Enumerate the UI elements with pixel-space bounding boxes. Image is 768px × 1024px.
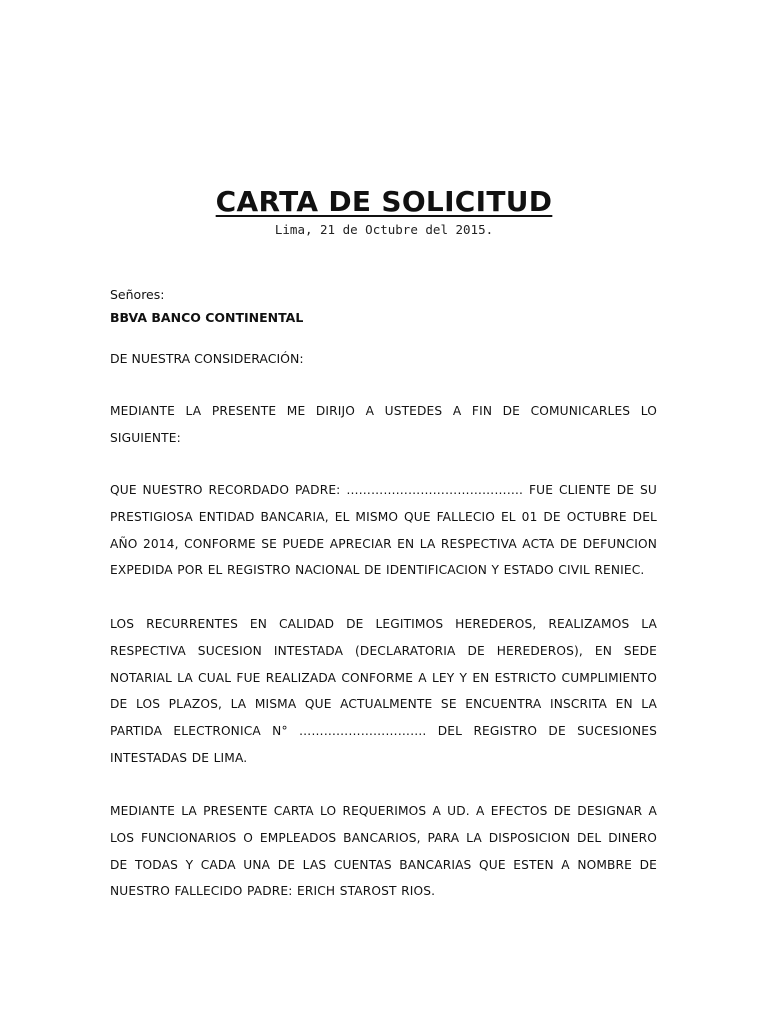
document-title — [0, 184, 768, 220]
salutation: Señores: — [110, 287, 165, 302]
recipient-name: BBVA BANCO CONTINENTAL — [110, 310, 304, 325]
date-line: Lima, 21 de Octubre del 2015. — [274, 222, 494, 237]
paragraph-request: MEDIANTE LA PRESENTE CARTA LO REQUERIMOS A UD. A EFECTOS DE DESIGNAR A LOS FUNCIONARIOS O EMPLEADOS BANCARIOS, PARA LA DISPOSICION DEL DINERO DE TODAS Y CADA UNA DE LAS CUENTAS BANCARIAS QUE ESTEN A NOMBRE DE NUESTRO FALLECIDO PADRE: ERICH STAROST RIOS. — [110, 804, 657, 899]
paragraph-intro: MEDIANTE LA PRESENTE ME DIRIJO A USTEDES A FIN DE COMUNICARLES LO SIGUIENTE: — [110, 404, 657, 445]
document-title-text: CARTA DE SOLICITUD — [215, 185, 553, 218]
paragraph-father: QUE NUESTRO RECORDADO PADRE: ……………………………………. FUE CLIENTE DE SU PRESTIGIOSA ENTIDAD BANCARIA, EL MISMO QUE FALLECIO EL 01 DE OCTUBRE DEL AÑO 2014, CONFORME SE PUEDE APRECIAR EN LA RESPECTIVA ACTA DE DEFUNCION EXPEDIDA POR EL REGISTRO NACIONAL DE IDENTIFICACION Y ESTADO CIVIL RENIEC. — [110, 483, 657, 578]
paragraph-heirs: LOS RECURRENTES EN CALIDAD DE LEGITIMOS HEREDEROS, REALIZAMOS LA RESPECTIVA SUCESION INTESTADA (DECLARATORIA DE HEREDEROS), EN SEDE NOTARIAL LA CUAL FUE REALIZADA CONFORME A LEY Y EN ESTRICTO CUMPLIMIENTO DE LOS PLAZOS, LA MISMA QUE ACTUALMENTE SE ENCUENTRA INSCRITA EN LA PARTIDA ELECTRONICA N° …………………………. DEL REGISTRO DE SUCESIONES INTESTADAS DE LIMA. — [110, 617, 657, 765]
consideration-line: DE NUESTRA CONSIDERACIÓN: — [110, 351, 304, 366]
